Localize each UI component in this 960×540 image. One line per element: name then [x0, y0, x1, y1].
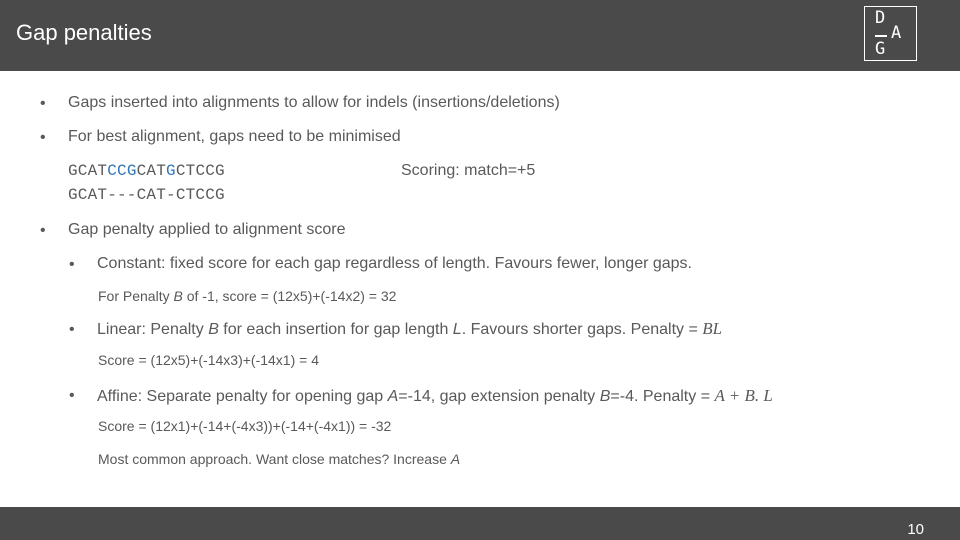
footer-bar	[0, 507, 960, 540]
text-part: Linear: Penalty	[97, 321, 209, 338]
bullet-dot: •	[69, 256, 75, 273]
seq1-part: GCAT	[68, 162, 108, 180]
text-part: Most common approach. Want close matches? Increase	[98, 451, 451, 467]
var-a: A	[450, 451, 461, 467]
var-b: B	[599, 388, 611, 405]
logo-letter-a: A	[891, 23, 902, 43]
seq1-part: CTCCG	[175, 162, 225, 180]
title-bar	[0, 0, 960, 71]
text-part: =-4. Penalty =	[610, 388, 715, 405]
logo-bar	[875, 35, 887, 37]
bullet-dot: •	[40, 129, 46, 146]
var-b: B	[208, 321, 219, 338]
linear-score: Score = (12x5)+(-14x3)+(-14x1) = 4	[98, 352, 319, 368]
var-l: L	[452, 321, 462, 338]
seq1-highlight: CCG	[107, 162, 137, 180]
bullet-dot: •	[69, 387, 75, 404]
linear-text	[97, 319, 722, 339]
alignment-seq2: GCAT---CAT-CTCCG	[68, 186, 225, 204]
bullet-dot: •	[40, 95, 46, 112]
bullet-gaps: Gaps inserted into alignments to allow for indels (insertions/deletions)	[68, 94, 560, 111]
alignment-seq1	[68, 162, 225, 180]
affine-text	[97, 386, 773, 406]
text-part: for each insertion for gap length	[218, 321, 453, 338]
affine-formula: A + B. L	[714, 386, 773, 405]
bullet-best: For best alignment, gaps need to be minimised	[68, 128, 401, 145]
slide-title: Gap penalties	[16, 20, 152, 45]
var-b: B	[173, 288, 183, 304]
seq1-highlight: G	[166, 162, 176, 180]
affine-score: Score = (12x1)+(-14+(-4x3))+(-14+(-4x1)) = -32	[98, 418, 392, 434]
seq1-part: CAT	[136, 162, 167, 180]
bullet-penalty: Gap penalty applied to alignment score	[68, 221, 346, 238]
text-part: . Favours shorter gaps. Penalty =	[461, 321, 703, 338]
linear-formula: BL	[702, 319, 723, 338]
dag-logo	[864, 6, 917, 61]
logo-letter-d: D	[875, 8, 886, 28]
scoring-label: Scoring: match=+5	[401, 162, 536, 179]
text-part: For Penalty	[98, 288, 174, 304]
text-part: Affine: Separate penalty for opening gap	[97, 388, 388, 405]
affine-note	[98, 451, 460, 467]
bullet-dot: •	[69, 321, 75, 338]
logo-letter-g: G	[875, 39, 886, 59]
page-number: 10	[907, 521, 924, 538]
constant-example	[98, 288, 396, 304]
constant-text: Constant: fixed score for each gap regardless of length. Favours fewer, longer gaps.	[97, 255, 692, 272]
bullet-dot: •	[40, 222, 46, 239]
text-part: =-14, gap extension penalty	[398, 388, 600, 405]
var-a: A	[387, 388, 399, 405]
text-part: of -1, score = (12x5)+(-14x2) = 32	[182, 288, 397, 304]
